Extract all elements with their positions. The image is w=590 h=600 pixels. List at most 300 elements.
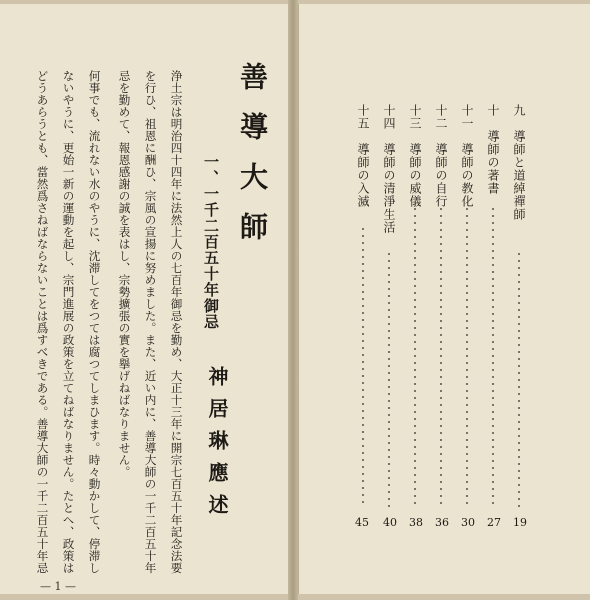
leader-dot [492, 446, 494, 448]
right-page [298, 4, 590, 594]
leader-dot [362, 473, 364, 475]
leader-dot [492, 313, 494, 315]
leader-dot [466, 390, 468, 392]
leader-dot [388, 379, 390, 381]
leader-dot [466, 404, 468, 406]
leader-dot [362, 298, 364, 300]
leader-dot [440, 425, 442, 427]
leader-dot [388, 407, 390, 409]
leader-dot [388, 281, 390, 283]
leader-dot [362, 277, 364, 279]
leader-dot [362, 466, 364, 468]
leader-dot [440, 348, 442, 350]
page-number: — 1 — [40, 580, 76, 593]
leader-dot [414, 320, 416, 322]
leader-dot [492, 285, 494, 287]
leader-dot [414, 446, 416, 448]
leader-dot [466, 432, 468, 434]
leader-dot [466, 299, 468, 301]
leader-dot [414, 348, 416, 350]
leader-dot [414, 299, 416, 301]
leader-dot [414, 432, 416, 434]
leader-dot [440, 376, 442, 378]
leader-dot [518, 295, 520, 297]
leader-dot [466, 439, 468, 441]
toc-leader-dots [299, 4, 590, 594]
leader-dot [440, 320, 442, 322]
leader-dot [414, 341, 416, 343]
leader-dot [388, 323, 390, 325]
leader-dot [466, 453, 468, 455]
leader-dot [518, 288, 520, 290]
leader-dot [518, 337, 520, 339]
toc-page-number: 27 [487, 516, 501, 529]
leader-dot [466, 208, 468, 210]
leader-dot [414, 369, 416, 371]
leader-dot [414, 481, 416, 483]
leader-dot [388, 386, 390, 388]
leader-dot [492, 236, 494, 238]
leader-dot [518, 372, 520, 374]
leader-dot [440, 446, 442, 448]
leader-dot [466, 271, 468, 273]
leader-dot [440, 278, 442, 280]
leader-dot [518, 281, 520, 283]
leader-dot [388, 400, 390, 402]
leader-dot [492, 474, 494, 476]
toc-page-number: 36 [435, 516, 449, 529]
leader-dot [466, 488, 468, 490]
leader-dot [414, 222, 416, 224]
leader-dot [466, 229, 468, 231]
leader-dot [388, 449, 390, 451]
leader-dot [492, 299, 494, 301]
leader-dot [414, 467, 416, 469]
leader-dot [466, 264, 468, 266]
toc-entry: 十四 導師の清淨生活 [382, 104, 396, 234]
leader-dot [388, 421, 390, 423]
leader-dot [492, 264, 494, 266]
leader-dot [414, 460, 416, 462]
leader-dot [492, 404, 494, 406]
leader-dot [466, 446, 468, 448]
leader-dot [518, 365, 520, 367]
leader-dot [388, 505, 390, 507]
leader-dot [362, 228, 364, 230]
leader-dot [492, 271, 494, 273]
leader-dot [466, 334, 468, 336]
leader-dot [388, 435, 390, 437]
leader-dot [518, 400, 520, 402]
leader-dot [362, 375, 364, 377]
leader-dot [414, 327, 416, 329]
leader-dot [492, 369, 494, 371]
leader-dot [492, 376, 494, 378]
leader-dot [440, 215, 442, 217]
leader-dot [388, 463, 390, 465]
leader-dot [466, 236, 468, 238]
leader-dot [362, 361, 364, 363]
body-line: 何事でも、流れない水のやうに、沈滞してをつては腐つてしまひます。時々動かして、停滞し [87, 70, 102, 574]
leader-dot [466, 250, 468, 252]
leader-dot [466, 306, 468, 308]
body-line: どうあらうとも、當然爲さねばならないことは爲すべきである。善導大師の一千二百五十年忌 [35, 70, 50, 574]
body-line: ないやうに、更始一新の運動を起し、宗門進展の政策を立てねばなりません。たとへ、政策は [61, 70, 76, 574]
leader-dot [362, 410, 364, 412]
leader-dot [388, 456, 390, 458]
leader-dot [466, 313, 468, 315]
leader-dot [362, 452, 364, 454]
leader-dot [492, 222, 494, 224]
leader-dot [388, 442, 390, 444]
leader-dot [414, 334, 416, 336]
leader-dot [492, 215, 494, 217]
toc-entry: 十三 導師の威儀 [408, 104, 422, 208]
leader-dot [362, 256, 364, 258]
leader-dot [388, 351, 390, 353]
leader-dot [362, 354, 364, 356]
leader-dot [466, 467, 468, 469]
leader-dot [440, 306, 442, 308]
leader-dot [362, 312, 364, 314]
leader-dot [440, 327, 442, 329]
leader-dot [414, 439, 416, 441]
leader-dot [466, 327, 468, 329]
leader-dot [414, 306, 416, 308]
leader-dot [362, 249, 364, 251]
leader-dot [492, 432, 494, 434]
leader-dot [414, 208, 416, 210]
leader-dot [414, 383, 416, 385]
leader-dot [388, 288, 390, 290]
leader-dot [492, 208, 494, 210]
leader-dot [492, 278, 494, 280]
leader-dot [362, 389, 364, 391]
leader-dot [362, 347, 364, 349]
toc-entry: 十五 導師の入滅 [356, 104, 370, 208]
leader-dot [362, 270, 364, 272]
leader-dot [388, 344, 390, 346]
leader-dot [440, 299, 442, 301]
leader-dot [440, 411, 442, 413]
leader-dot [492, 348, 494, 350]
leader-dot [414, 453, 416, 455]
leader-dot [414, 495, 416, 497]
leader-dot [388, 372, 390, 374]
leader-dot [362, 284, 364, 286]
leader-dot [362, 396, 364, 398]
leader-dot [492, 502, 494, 504]
leader-dot [518, 379, 520, 381]
toc-page-number: 30 [461, 516, 475, 529]
author-credit: 神居琳應述 [205, 366, 229, 526]
leader-dot [414, 425, 416, 427]
leader-dot [440, 383, 442, 385]
leader-dot [362, 445, 364, 447]
leader-dot [414, 397, 416, 399]
leader-dot [388, 295, 390, 297]
leader-dot [466, 397, 468, 399]
leader-dot [466, 222, 468, 224]
leader-dot [518, 302, 520, 304]
leader-dot [414, 355, 416, 357]
leader-dot [518, 491, 520, 493]
leader-dot [388, 358, 390, 360]
leader-dot [492, 327, 494, 329]
leader-dot [518, 484, 520, 486]
leader-dot [466, 320, 468, 322]
toc-entry: 十二 導師の自行 [434, 104, 448, 208]
leader-dot [466, 341, 468, 343]
leader-dot [466, 425, 468, 427]
toc-page-number: 40 [383, 516, 397, 529]
leader-dot [362, 424, 364, 426]
leader-dot [492, 355, 494, 357]
leader-dot [440, 271, 442, 273]
leader-dot [440, 488, 442, 490]
leader-dot [440, 495, 442, 497]
left-page [0, 4, 289, 594]
leader-dot [492, 488, 494, 490]
leader-dot [388, 393, 390, 395]
leader-dot [388, 365, 390, 367]
leader-dot [492, 453, 494, 455]
leader-dot [492, 334, 494, 336]
leader-dot [440, 257, 442, 259]
body-line: を行ひ、祖恩に酬ひ、宗風の宣揚に努めました。また、近い内に、善導大師の一千二百五十年 [143, 70, 158, 574]
toc-entry: 十 導師の著書 [486, 104, 500, 195]
leader-dot [466, 285, 468, 287]
leader-dot [362, 291, 364, 293]
leader-dot [518, 414, 520, 416]
leader-dot [414, 488, 416, 490]
leader-dot [414, 250, 416, 252]
leader-dot [440, 313, 442, 315]
leader-dot [492, 362, 494, 364]
leader-dot [362, 340, 364, 342]
leader-dot [466, 481, 468, 483]
leader-dot [388, 330, 390, 332]
leader-dot [362, 459, 364, 461]
leader-dot [388, 260, 390, 262]
leader-dot [518, 456, 520, 458]
leader-dot [440, 474, 442, 476]
leader-dot [440, 481, 442, 483]
leader-dot [440, 264, 442, 266]
leader-dot [466, 418, 468, 420]
leader-dot [440, 250, 442, 252]
toc-entry: 十一 導師の教化 [460, 104, 474, 208]
leader-dot [518, 428, 520, 430]
leader-dot [518, 463, 520, 465]
leader-dot [466, 243, 468, 245]
leader-dot [518, 449, 520, 451]
book-title: 善導大師 [236, 62, 269, 262]
leader-dot [388, 253, 390, 255]
leader-dot [440, 243, 442, 245]
book-gutter [288, 0, 298, 600]
leader-dot [466, 474, 468, 476]
leader-dot [440, 467, 442, 469]
leader-dot [492, 257, 494, 259]
leader-dot [492, 439, 494, 441]
leader-dot [466, 411, 468, 413]
leader-dot [362, 480, 364, 482]
leader-dot [466, 369, 468, 371]
leader-dot [362, 487, 364, 489]
leader-dot [440, 362, 442, 364]
leader-dot [414, 264, 416, 266]
leader-dot [518, 330, 520, 332]
leader-dot [440, 418, 442, 420]
leader-dot [440, 453, 442, 455]
leader-dot [440, 334, 442, 336]
leader-dot [466, 383, 468, 385]
leader-dot [362, 431, 364, 433]
body-line: 忌を勤めて、報恩感謝の誠を表はし、宗勢擴張の實を擧げねばなりません。 [117, 70, 132, 478]
leader-dot [388, 274, 390, 276]
leader-dot [518, 477, 520, 479]
leader-dot [466, 257, 468, 259]
leader-dot [362, 242, 364, 244]
leader-dot [414, 278, 416, 280]
leader-dot [518, 351, 520, 353]
leader-dot [388, 428, 390, 430]
leader-dot [362, 494, 364, 496]
leader-dot [466, 355, 468, 357]
leader-dot [518, 316, 520, 318]
leader-dot [362, 319, 364, 321]
leader-dot [518, 442, 520, 444]
leader-dot [388, 491, 390, 493]
leader-dot [518, 386, 520, 388]
leader-dot [518, 393, 520, 395]
leader-dot [414, 243, 416, 245]
leader-dot [362, 403, 364, 405]
leader-dot [414, 313, 416, 315]
leader-dot [440, 404, 442, 406]
leader-dot [466, 362, 468, 364]
leader-dot [414, 376, 416, 378]
leader-dot [440, 439, 442, 441]
leader-dot [518, 309, 520, 311]
leader-dot [414, 292, 416, 294]
leader-dot [440, 341, 442, 343]
leader-dot [492, 229, 494, 231]
leader-dot [388, 337, 390, 339]
leader-dot [440, 502, 442, 504]
leader-dot [362, 235, 364, 237]
leader-dot [414, 362, 416, 364]
leader-dot [466, 495, 468, 497]
leader-dot [440, 229, 442, 231]
leader-dot [492, 306, 494, 308]
leader-dot [414, 411, 416, 413]
leader-dot [466, 376, 468, 378]
leader-dot [362, 501, 364, 503]
leader-dot [362, 333, 364, 335]
leader-dot [440, 292, 442, 294]
leader-dot [492, 390, 494, 392]
leader-dot [492, 292, 494, 294]
body-line: 浄土宗は明治四十四年に法然上人の七百年御忌を勤め、大正十三年に開宗七百五十年記念法要 [169, 70, 184, 574]
leader-dot [518, 505, 520, 507]
leader-dot [492, 481, 494, 483]
leader-dot [388, 484, 390, 486]
leader-dot [414, 229, 416, 231]
leader-dot [414, 404, 416, 406]
leader-dot [362, 305, 364, 307]
leader-dot [466, 278, 468, 280]
leader-dot [518, 498, 520, 500]
leader-dot [414, 390, 416, 392]
leader-dot [518, 435, 520, 437]
leader-dot [518, 274, 520, 276]
leader-dot [362, 326, 364, 328]
leader-dot [440, 355, 442, 357]
leader-dot [388, 302, 390, 304]
leader-dot [492, 495, 494, 497]
leader-dot [414, 271, 416, 273]
leader-dot [492, 397, 494, 399]
leader-dot [388, 477, 390, 479]
leader-dot [388, 309, 390, 311]
leader-dot [362, 417, 364, 419]
leader-dot [388, 470, 390, 472]
leader-dot [414, 257, 416, 259]
leader-dot [362, 263, 364, 265]
leader-dot [492, 418, 494, 420]
leader-dot [440, 208, 442, 210]
toc-page-number: 19 [513, 516, 527, 529]
leader-dot [492, 320, 494, 322]
leader-dot [362, 438, 364, 440]
leader-dot [414, 418, 416, 420]
leader-dot [414, 236, 416, 238]
leader-dot [518, 267, 520, 269]
section-heading: 一、一千二百五十年御忌 [202, 154, 220, 330]
leader-dot [440, 369, 442, 371]
leader-dot [518, 344, 520, 346]
toc-page-number: 45 [355, 516, 369, 529]
leader-dot [362, 368, 364, 370]
leader-dot [466, 502, 468, 504]
leader-dot [362, 382, 364, 384]
leader-dot [440, 432, 442, 434]
leader-dot [466, 215, 468, 217]
leader-dot [388, 414, 390, 416]
leader-dot [440, 236, 442, 238]
leader-dot [492, 243, 494, 245]
toc-entry: 九 導師と道綽禪師 [512, 104, 526, 221]
leader-dot [414, 474, 416, 476]
leader-dot [388, 498, 390, 500]
leader-dot [466, 348, 468, 350]
leader-dot [414, 285, 416, 287]
leader-dot [440, 390, 442, 392]
leader-dot [492, 411, 494, 413]
leader-dot [518, 260, 520, 262]
leader-dot [414, 215, 416, 217]
leader-dot [518, 407, 520, 409]
leader-dot [440, 222, 442, 224]
leader-dot [492, 460, 494, 462]
leader-dot [518, 470, 520, 472]
leader-dot [466, 292, 468, 294]
leader-dot [492, 383, 494, 385]
leader-dot [518, 358, 520, 360]
leader-dot [518, 323, 520, 325]
